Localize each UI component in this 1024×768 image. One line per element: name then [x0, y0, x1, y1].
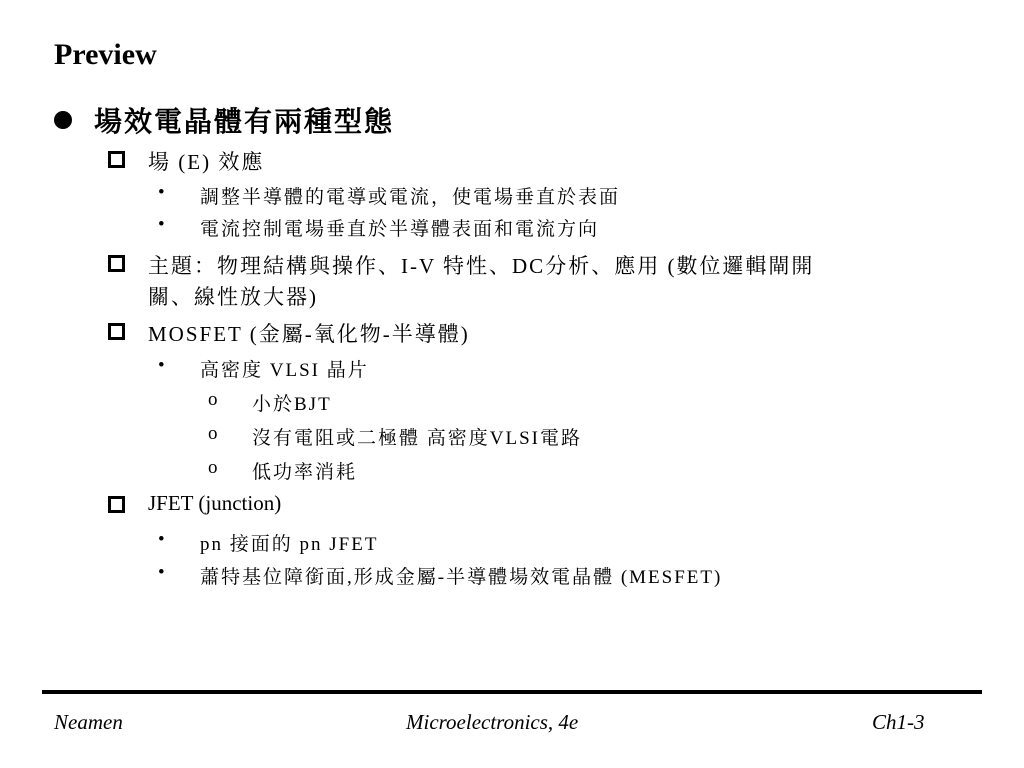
footer-author: Neamen: [54, 710, 123, 734]
dot-bullet-icon: •: [158, 182, 165, 203]
list-item-text: 調整半導體的電導或電流，使電場垂直於表面: [200, 187, 621, 208]
list-item-text: 關、線性放大器): [148, 285, 318, 309]
list-item-text: 低功率消耗: [252, 462, 358, 483]
list-item-text: 小於BJT: [252, 394, 332, 415]
footer-page-number: Ch1-3: [872, 710, 925, 734]
circle-bullet-icon: o: [208, 457, 218, 478]
hollow-square-bullet-icon: [108, 255, 125, 272]
main-heading: [54, 100, 394, 140]
circle-bullet-icon: o: [208, 423, 218, 444]
list-item-text: 沒有電阻或二極體 高密度VLSI電路: [252, 428, 582, 449]
list-item-text: MOSFET (金屬-氧化物-半導體): [148, 322, 470, 346]
dot-bullet-icon: •: [158, 562, 165, 583]
list-item-text: JFET (junction): [148, 491, 282, 515]
list-item-text: 蕭特基位障銜面,形成金屬-半導體場效電晶體 (MESFET): [200, 567, 723, 588]
dot-bullet-icon: •: [158, 529, 165, 550]
dot-bullet-icon: •: [158, 355, 165, 376]
slide-title: Preview: [54, 38, 157, 71]
main-heading-text: 場效電晶體有兩種型態: [94, 107, 395, 138]
list-item-text: 主題：物理結構與操作、I-V 特性、DC分析、應用 (數位邏輯閘開: [148, 254, 815, 278]
list-item-text: 場 (E) 效應: [148, 150, 265, 174]
list-item-text: 高密度 VLSI 晶片: [200, 360, 369, 381]
filled-circle-bullet-icon: [54, 111, 72, 129]
footer-divider: [42, 690, 982, 694]
list-item-text: pn 接面的 pn JFET: [200, 534, 379, 555]
list-item-text: 電流控制電場垂直於半導體表面和電流方向: [200, 219, 600, 240]
footer-book-title: Microelectronics, 4e: [406, 710, 579, 734]
circle-bullet-icon: o: [208, 389, 218, 410]
hollow-square-bullet-icon: [108, 323, 125, 340]
hollow-square-bullet-icon: [108, 496, 125, 513]
dot-bullet-icon: •: [158, 214, 165, 235]
hollow-square-bullet-icon: [108, 151, 125, 168]
